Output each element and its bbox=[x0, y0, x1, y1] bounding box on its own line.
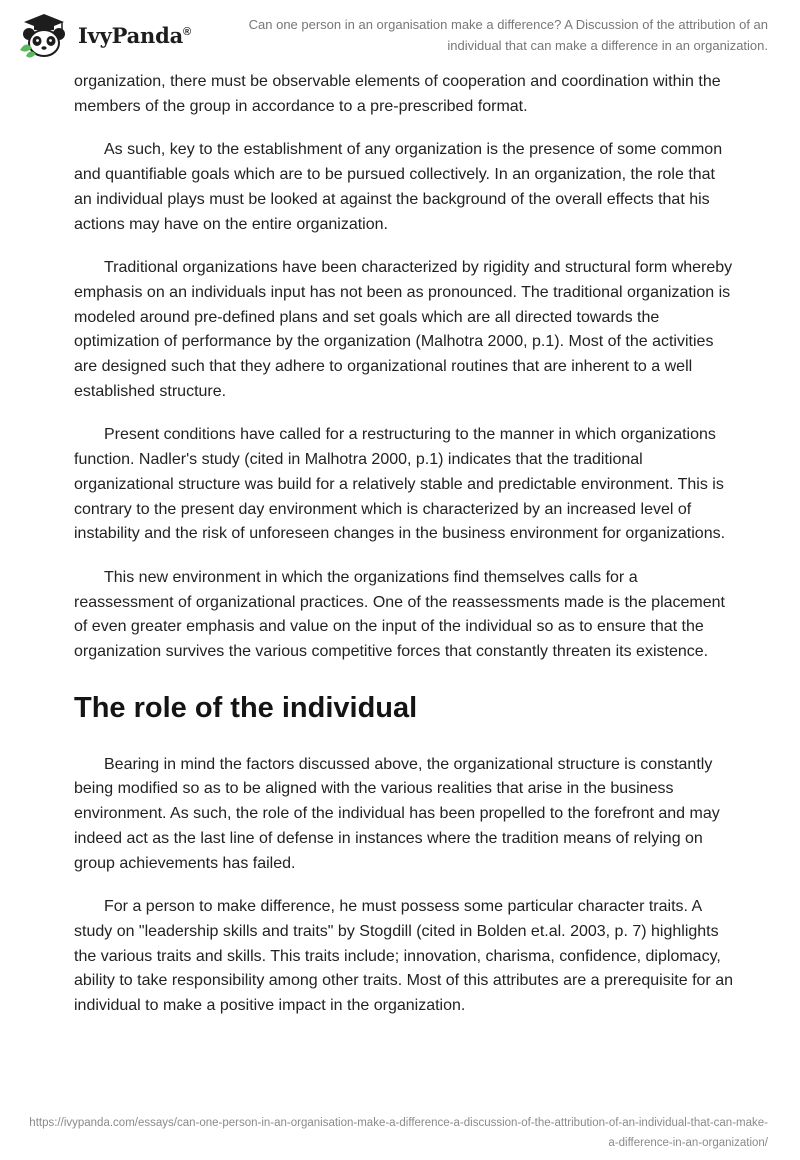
essay-body bbox=[74, 70, 734, 1038]
source-url[interactable]: https://ivypanda.com/essays/can-one-person-in-an-organisation-make-a-difference-a-discussion-of-the-attribution-of-an-individual-that-can-make-a-difference-in-an-organization/ bbox=[29, 1117, 768, 1149]
paragraph: Present conditions have called for a restructuring to the manner in which organizations function. Nadler's study (cited in Malhotra 2000, p.1) indicates that the traditional organizational structure was build for a relatively stable and predictable environment. This is contrary to the present day environment which is characterized by an increased level of instability and the risk of unforeseen changes in the business environment for organizations. bbox=[74, 426, 726, 543]
section-heading: The role of the individual bbox=[74, 691, 418, 724]
page-header bbox=[0, 0, 800, 70]
paragraph: As such, key to the establishment of any organization is the presence of some common and quantifiable goals which are to be pursued collectively. In an organization, the role that an individual plays must be looked at against the background of the overall effects that his actions may have on the entire organization. bbox=[74, 141, 723, 233]
paragraph: For a person to make difference, he must possess some particular character traits. A study on "leadership skills and traits" by Stogdill (cited in Bolden et.al. 2003, p. 7) highlights the various traits and skills. This traits include; innovation, charisma, confidence, diplomacy, ability to take responsibility among other traits. Most of this attributes are a prerequisite for an individual to make a positive impact in the organization. bbox=[74, 898, 733, 1015]
brand-name: IvyPanda® bbox=[78, 22, 191, 48]
ivypanda-logo[interactable] bbox=[16, 10, 216, 60]
paragraph: Bearing in mind the factors discussed above, the organizational structure is constantly being modified so as to be aligned with the various realities that arise in the business environment. As such, the role of the individual has been propelled to the forefront and may indeed act as the last line of defense in instances where the tradition means of relying on group achievements has failed. bbox=[74, 755, 720, 872]
document-title: Can one person in an organisation make a difference? A Discussion of the attribution of an individual that can make a difference in an organization. bbox=[248, 17, 768, 53]
paragraph: Traditional organizations have been characterized by rigidity and structural form whereby emphasis on an individuals input has not been as pronounced. The traditional organization is modeled around pre-defined plans and set goals which are all directed towards the optimization of performance by the organization (Malhotra 2000, p.1). Most of the activities are designed such that they adhere to organizational routines that are inherent to a well established structure. bbox=[74, 259, 733, 400]
paragraph: This new environment in which the organizations find themselves calls for a reassessment of organizational practices. One of the reassessments made is the placement of even greater emphasis and value on the input of the individual so as to ensure that the organization survives the various competitive forces that constantly threaten its existence. bbox=[74, 568, 725, 661]
panda-graduation-icon bbox=[16, 10, 72, 60]
paragraph: organization, there must be observable elements of cooperation and coordination within the members of the group in accordance to a pre-prescribed format. bbox=[74, 73, 721, 115]
